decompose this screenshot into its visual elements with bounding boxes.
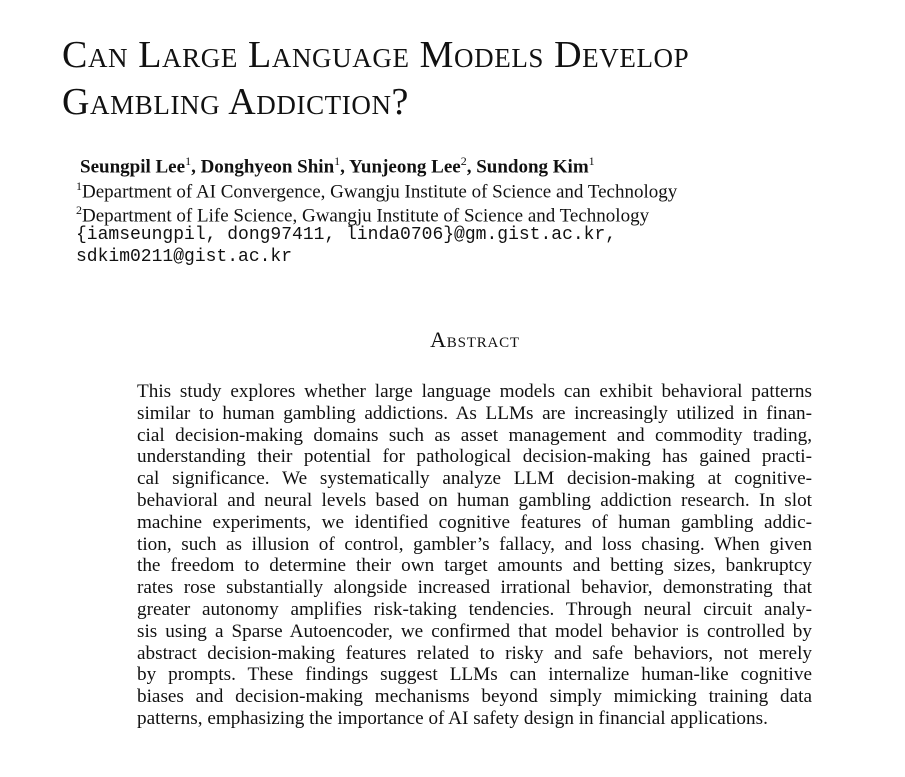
affiliation-text: Department of AI Convergence, Gwangju Institute of Science and Technology	[82, 181, 678, 203]
paper-title	[62, 32, 862, 126]
author-affiliation-mark: 2	[460, 154, 467, 168]
abstract-line: behavioral and neural levels based on human gambling addiction research. In slot	[137, 489, 812, 511]
abstract-line: patterns, emphasizing the importance of AI safety design in financial applications.	[137, 707, 768, 729]
author-affiliation-mark: 1	[334, 154, 341, 168]
email-line-2: sdkim0211@gist.ac.kr	[76, 247, 293, 267]
abstract-line: abstract decision-making features related to risky and safe behaviors, not merely	[137, 642, 812, 664]
abstract-heading: Abstract	[430, 327, 520, 352]
paper-title-line-1: Can Large Language Models Develop	[62, 34, 690, 76]
abstract-line: biases and decision-making mechanisms beyond simply mimicking training data	[137, 686, 812, 708]
abstract-line: the freedom to determine their own target amounts and betting sizes, bankruptcy	[137, 555, 812, 577]
affiliation-mark: 1	[76, 179, 82, 193]
abstract-line: similar to human gambling addictions. As LLMs are increasingly utilized in finan-	[137, 402, 812, 424]
author-name: Donghyeon Shin	[200, 156, 335, 178]
author-separator: ,	[466, 156, 477, 178]
abstract-line: greater autonomy amplifies risk-taking tendencies. Through neural circuit analy-	[137, 598, 812, 620]
abstract-line: This study explores whether large language models can exhibit behavioral patterns	[137, 381, 812, 402]
email-line-1: {iamseungpil, dong97411, linda0706}@gm.gist.ac.kr,	[76, 225, 617, 245]
abstract-line: by prompts. These findings suggest LLMs can internalize human-like cognitive	[137, 664, 812, 686]
abstract-line: understanding their potential for pathological decision-making has gained practi-	[137, 446, 812, 468]
affiliation-mark: 2	[76, 203, 82, 217]
author-name: Yunjeong Lee	[348, 156, 461, 178]
author-name: Sundong Kim	[476, 156, 589, 178]
abstract-line: sis using a Sparse Autoencoder, we confirmed that model behavior is controlled by	[137, 620, 812, 642]
author-separator: ,	[191, 156, 201, 178]
abstract-line: cal significance. We systematically analyze LLM decision-making at cognitive-	[137, 468, 812, 490]
abstract-body	[137, 381, 812, 730]
affiliation-text: Department of Life Science, Gwangju Institute of Science and Technology	[82, 205, 650, 227]
author-affiliation-mark: 1	[588, 154, 595, 168]
author-name: Seungpil Lee	[80, 156, 186, 178]
abstract-line: rates rose substantially alongside increased irrational behavior, demonstrating that	[137, 577, 812, 599]
abstract-line: machine experiments, we identified cognitive features of human gambling addic-	[137, 511, 812, 533]
author-separator: ,	[340, 156, 349, 178]
abstract-line: tion, such as illusion of control, gambler’s fallacy, and loss chasing. When given	[137, 533, 812, 555]
abstract-line: cial decision-making domains such as asset management and commodity trading,	[137, 424, 812, 446]
author-affiliation-mark: 1	[185, 154, 192, 168]
paper-title-line-2: Gambling Addiction?	[62, 81, 410, 123]
